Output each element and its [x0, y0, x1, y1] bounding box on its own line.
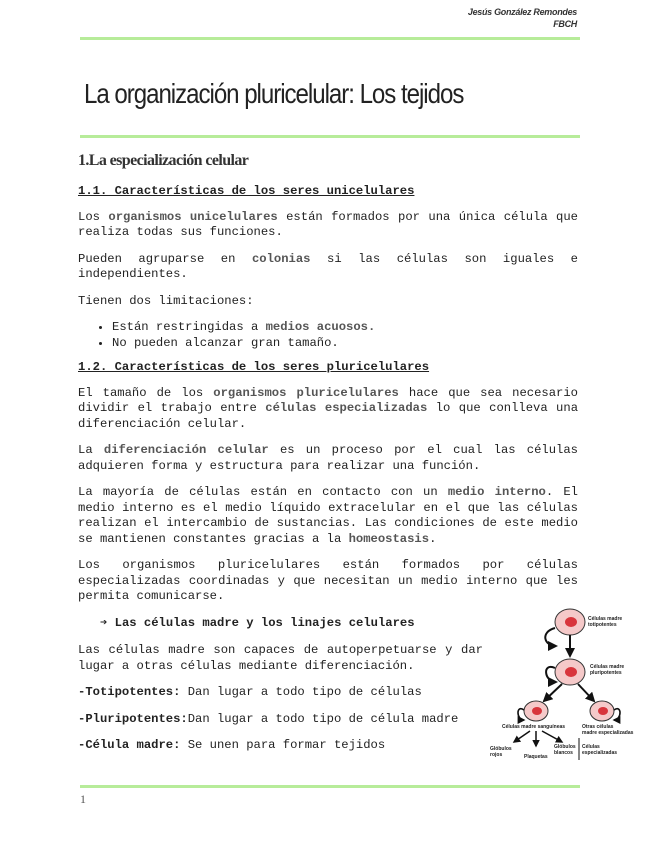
- keyword: medios acuosos.: [265, 320, 376, 334]
- section-heading: 1.La especialización celular: [78, 152, 249, 169]
- label-specialized: Células: [582, 744, 600, 750]
- keyword: medio interno: [447, 485, 546, 499]
- label-totipotent: Células madre: [588, 616, 623, 622]
- subsection-heading-1: 1.1. Características de los seres unicelulares: [78, 184, 415, 198]
- top-divider: [80, 37, 580, 40]
- label-pluripotent: Células madre: [590, 664, 625, 670]
- definition-totipotent: -Totipotentes: Dan lugar a todo tipo de células: [78, 685, 422, 699]
- svg-text:blancos: blancos: [554, 750, 573, 756]
- keyword: homeostasis: [348, 531, 430, 546]
- definition-stem-cell: -Célula madre: Se unen para formar tejidos: [78, 738, 386, 752]
- keyword: células especializadas: [265, 401, 428, 415]
- keyword: organismos pluricelulares: [213, 385, 399, 400]
- paragraph-stem-cells: Las células madre son capaces de autoperpetuarse y dar lugar a otras células mediante diferenciación.: [78, 643, 483, 673]
- label-blood-stem: Células madre sanguíneas: [502, 724, 566, 730]
- keyword: colonias: [251, 251, 311, 266]
- arrow-icon: ➔: [100, 615, 115, 630]
- subsection-heading-2: 1.2. Características de los seres pluricelulares: [78, 360, 430, 374]
- paragraph-size: El tamaño de los organismos pluricelulares hace que sea necesario dividir el trabajo entre células especializadas lo que conlleva una diferenciación celular.: [78, 385, 579, 431]
- title-divider: [80, 135, 580, 138]
- page-title: La organización pluricelular: Los tejidos: [84, 78, 464, 109]
- label-white-cells: Glóbulos: [554, 744, 576, 750]
- paragraph-differentiation: La diferenciación celular es un proceso por el cual las células adquieren forma y estructura para realizar una función.: [78, 443, 578, 473]
- list-item: • No pueden alcanzar gran tamaño.: [112, 336, 578, 352]
- svg-text:madre especializadas: madre especializadas: [582, 730, 634, 736]
- limitations-list: [78, 320, 578, 351]
- paragraph-coordination: Los organismos pluricelulares están formados por células especializadas coordinadas y que necesitan un medio interno que les permita comunicarse.: [78, 558, 578, 603]
- label-platelets: Plaquetas: [524, 754, 548, 760]
- svg-text:especializadas: especializadas: [582, 750, 618, 756]
- cell-lineage-diagram: [478, 602, 648, 772]
- author-name: Jesús González Remondes: [467, 7, 577, 17]
- paragraph-colonies: Pueden agruparse en colonias si las células son iguales e independientes.: [78, 251, 578, 281]
- paragraph-unicellular: Los organismos unicelulares están formados por una única célula que realiza todas sus funciones.: [78, 209, 578, 239]
- svg-text:pluripotentes: pluripotentes: [590, 670, 622, 676]
- footer-divider: [80, 785, 580, 788]
- keyword: organismos unicelulares: [108, 209, 278, 224]
- svg-text:totipotentes: totipotentes: [588, 622, 617, 628]
- paragraph-internal-medium: La mayoría de células están en contacto con un medio interno. El medio interno es el medio líquido extracelular en el que las células realizan el intercambio de sustancias. Las condiciones de este medio se mantienen constantes gracias a la homeostasis.: [78, 485, 578, 546]
- svg-text:rojos: rojos: [490, 752, 503, 758]
- arrow-heading: ➔ Las células madre y los linajes celulares: [100, 615, 415, 630]
- label-red-cells: Glóbulos: [490, 746, 512, 752]
- course-code: FBCH: [553, 19, 577, 29]
- author-header: [468, 6, 577, 30]
- list-item: • Están restringidas a medios acuosos.: [112, 320, 578, 336]
- page-number: 1: [80, 792, 86, 806]
- definition-pluripotent: -Pluripotentes:Dan lugar a todo tipo de célula madre: [78, 711, 459, 726]
- label-other-stem: Otras células: [582, 724, 614, 730]
- paragraph-limitations: Tienen dos limitaciones:: [78, 293, 254, 308]
- keyword: diferenciación celular: [103, 443, 269, 457]
